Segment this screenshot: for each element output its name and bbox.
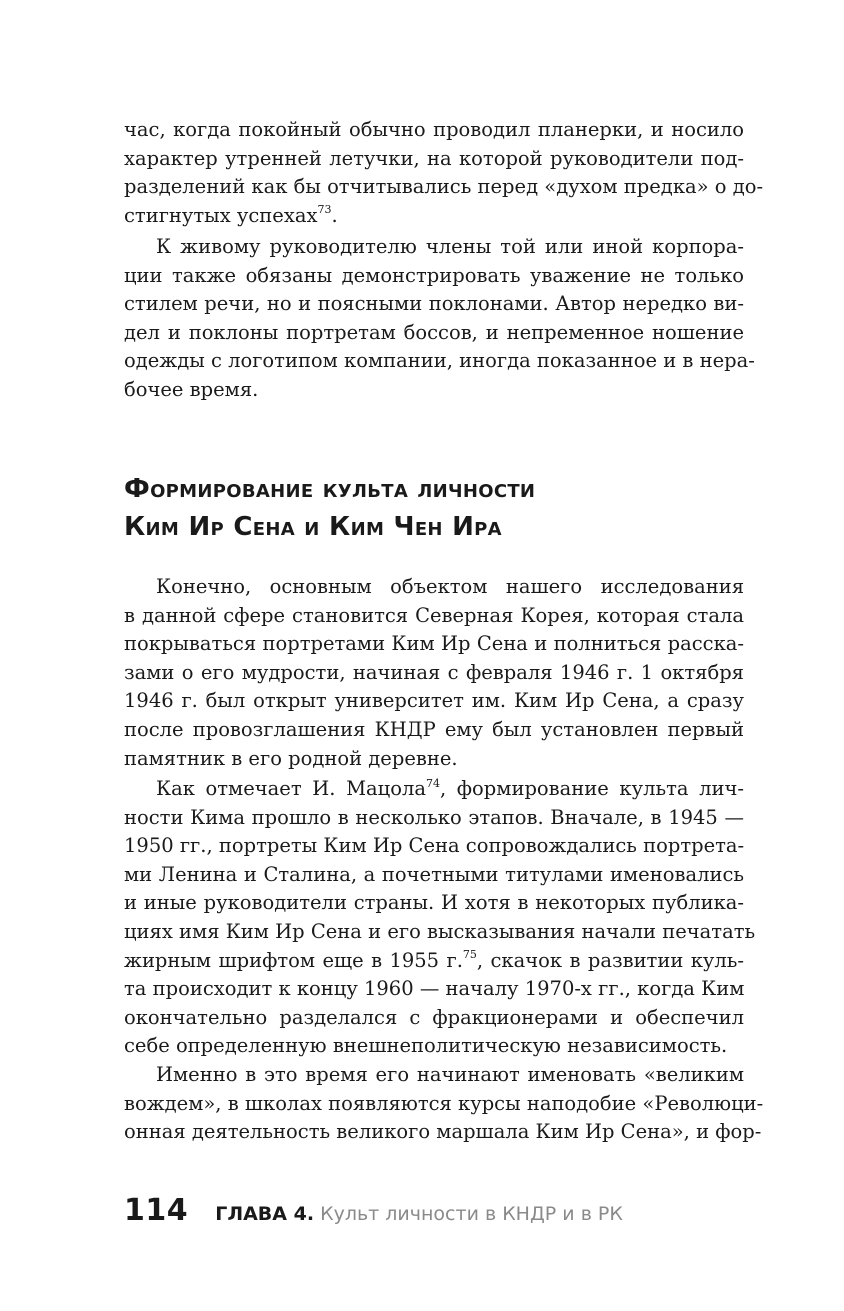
text-line: циях имя Ким Ир Сена и его высказывания начали печатать bbox=[124, 919, 756, 943]
text-line bbox=[124, 202, 744, 231]
paragraph-5 bbox=[124, 1061, 764, 1147]
paragraph-2 bbox=[124, 233, 755, 405]
running-title: Культ личности в КНДР и в РК bbox=[314, 1203, 623, 1225]
text-line: ности Кима прошло в несколько этапов. Вначале, в 1945 — bbox=[124, 805, 744, 829]
text-fragment: . bbox=[331, 203, 338, 227]
page-number: 114 bbox=[124, 1193, 189, 1228]
footnote-ref: 74 bbox=[425, 776, 440, 790]
text-line: бочее время. bbox=[124, 377, 259, 401]
text-fragment: стигнутых успехах bbox=[124, 203, 318, 227]
text-line: ми Ленина и Сталина, а почетными титулами именовались bbox=[124, 862, 744, 886]
text-line: 1950 гг., портреты Ким Ир Сена сопровождались портрета- bbox=[124, 834, 745, 858]
text-line: вождем», в школах появляются курсы наподобие «Революци- bbox=[124, 1091, 764, 1115]
text-fragment: , скачок в развитии куль- bbox=[476, 948, 744, 972]
text-line: Именно в это время его начинают именовать «великим bbox=[156, 1063, 744, 1086]
text-line: дел и поклоны портретам боссов, и непременное ношение bbox=[124, 320, 744, 344]
page-footer bbox=[124, 1193, 623, 1228]
heading-line: Формирование культа личности bbox=[124, 474, 536, 504]
text-line: разделений как бы отчитывались перед «духом предка» о до- bbox=[124, 175, 764, 199]
text-fragment: , формирование культа лич- bbox=[439, 777, 745, 800]
text-fragment: жирным шрифтом еще в 1955 г. bbox=[124, 948, 463, 972]
section-heading bbox=[124, 470, 744, 546]
paragraph-3 bbox=[124, 573, 744, 773]
text-line: и иные руководители страны. И хотя в некоторых публика- bbox=[124, 891, 744, 915]
chapter-label: ГЛАВА 4. bbox=[215, 1203, 315, 1225]
paragraph-1 bbox=[124, 116, 764, 230]
text-line: К живому руководителю члены той или иной корпора- bbox=[156, 235, 744, 258]
text-line: одежды с логотипом компании, иногда показанное и в нера- bbox=[124, 349, 755, 373]
paragraph-4 bbox=[124, 775, 756, 1061]
text-line: себе определенную внешнеполитическую независимость. bbox=[124, 1034, 728, 1058]
heading-line: Ким Ир Сена и Ким Чен Ира bbox=[124, 512, 502, 542]
text-line: памятник в его родной деревне. bbox=[124, 746, 458, 770]
text-line: окончательно разделался с фракционерами и обеспечил bbox=[124, 1005, 744, 1029]
text-line: ции также обязаны демонстрировать уважение не только bbox=[124, 263, 744, 287]
footnote-ref: 75 bbox=[462, 948, 477, 962]
text-line: 1946 г. был открыт университет им. Ким Ир Сена, а сразу bbox=[124, 689, 744, 713]
footnote-ref: 73 bbox=[317, 203, 332, 217]
text-line: Конечно, основным объектом нашего исследования bbox=[156, 575, 744, 598]
text-line: та происходит к концу 1960 — началу 1970-х гг., когда Ким bbox=[124, 977, 745, 1001]
text-line: час, когда покойный обычно проводил планерки, и носило bbox=[124, 118, 744, 141]
text-line: в данной сфере становится Северная Корея, которая стала bbox=[124, 603, 744, 627]
text-line: стилем речи, но и поясными поклонами. Автор нередко ви- bbox=[124, 292, 744, 316]
text-line bbox=[124, 947, 744, 976]
text-line: характер утренней летучки, на которой руководители под- bbox=[124, 146, 744, 170]
text-fragment: Как отмечает И. Мацола bbox=[156, 777, 426, 800]
text-line bbox=[124, 775, 744, 804]
text-line: зами о его мудрости, начиная с февраля 1946 г. 1 октября bbox=[124, 660, 744, 684]
text-line: после провозглашения КНДР ему был установлен первый bbox=[124, 717, 744, 741]
text-line: онная деятельность великого маршала Ким Ир Сена», и фор- bbox=[124, 1120, 762, 1144]
text-line: покрываться портретами Ким Ир Сена и полниться расска- bbox=[124, 632, 744, 656]
